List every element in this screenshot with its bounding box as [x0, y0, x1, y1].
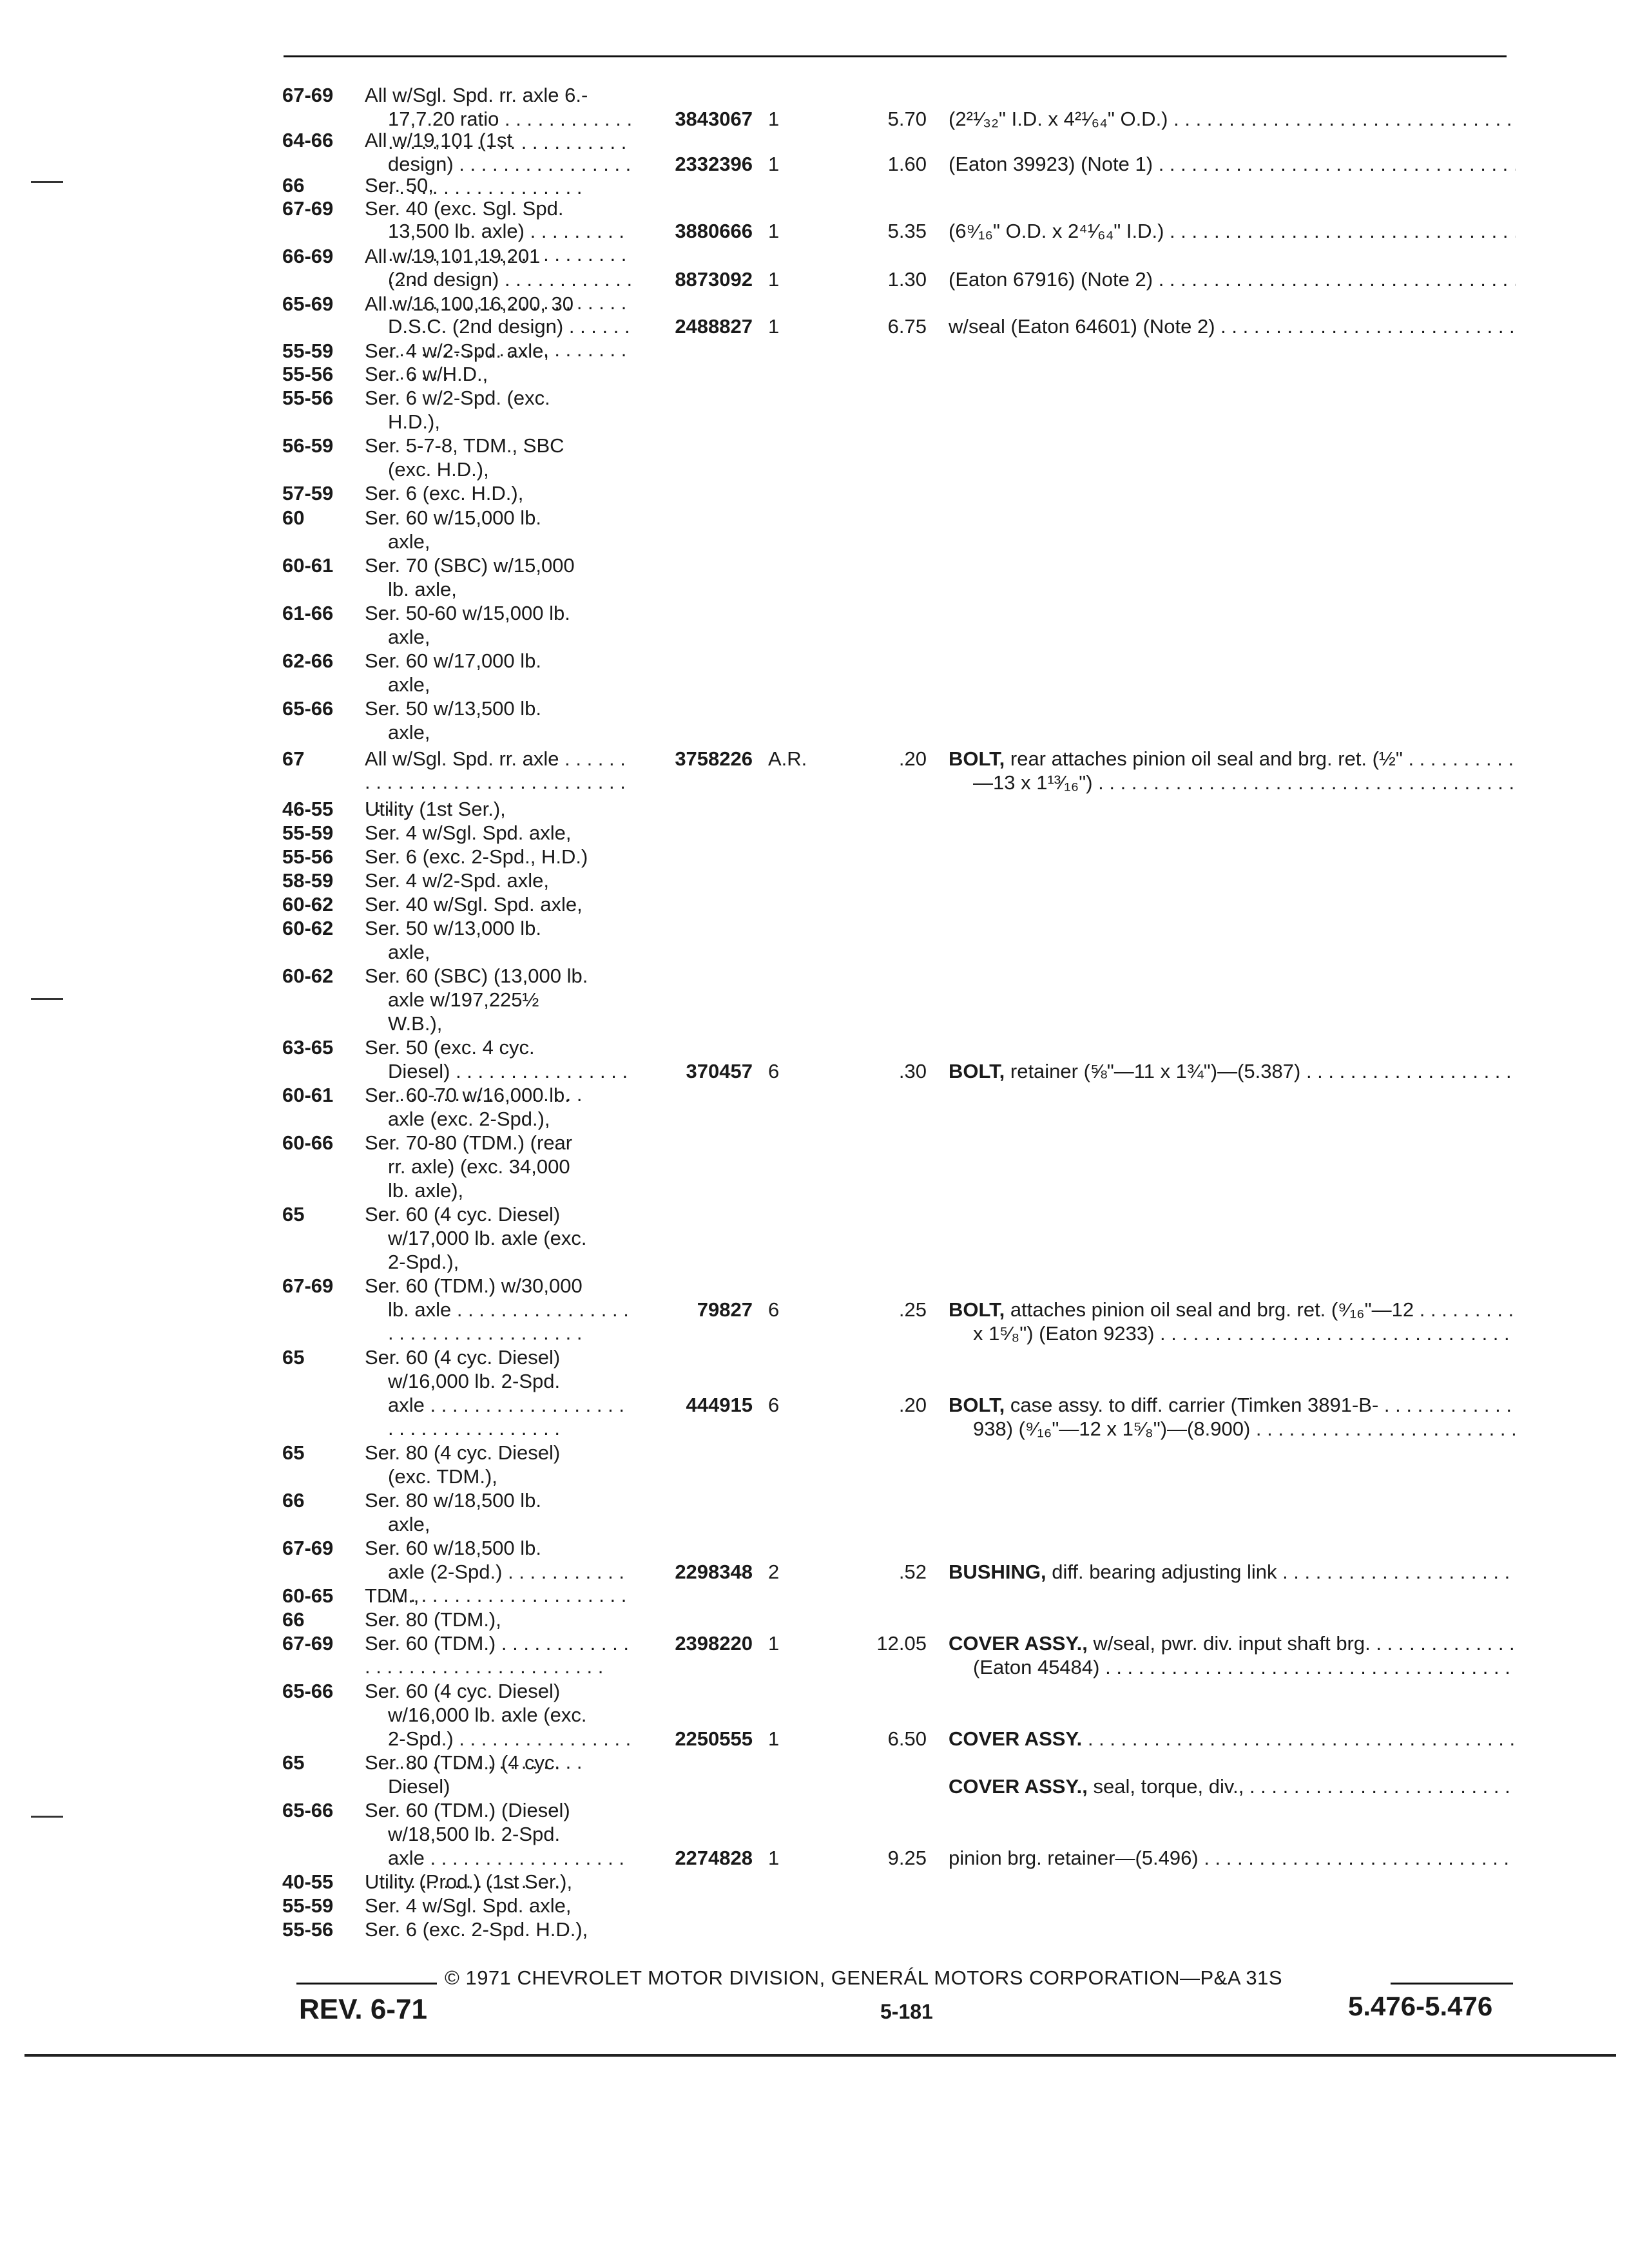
description-text: pinion brg. retainer—(5.496): [949, 1847, 1199, 1869]
description-text: (Eaton 39923) (Note 1): [949, 153, 1153, 175]
model-years: 55-56: [282, 363, 334, 385]
quantity: 6: [768, 1394, 780, 1416]
item-name: BOLT,: [949, 1394, 1005, 1416]
application: Ser. 6 (exc. H.D.),: [365, 482, 524, 505]
model-years: 63-65: [282, 1036, 334, 1059]
model-years: 55-56: [282, 387, 334, 409]
application: axle,: [388, 530, 430, 553]
application: axle (2-Spd.) . . .: [388, 1561, 635, 1630]
description-text: 938) (⁹⁄₁₆"—12 x 1⁵⁄₈")—(8.900): [973, 1418, 1251, 1440]
application: Ser. 4 w/2-Spd. axle,: [365, 869, 550, 892]
application: Ser. 6 (exc. 2-Spd. H.D.),: [365, 1918, 588, 1941]
application: w/17,000 lb. axle (exc.: [388, 1227, 587, 1249]
application: All w/Sgl. Spd. rr. axle 6.-: [365, 84, 588, 106]
quantity: 1: [768, 315, 780, 338]
application: Ser. 80 (TDM.),: [365, 1608, 501, 1631]
description: [973, 1656, 1516, 1679]
application: 13,500 lb. axle) . . .: [388, 220, 635, 289]
footer-copyright: © 1971 CHEVROLET MOTOR DIVISION, GENERÁL MOTORS CORPORATION—P&A 31S: [445, 1966, 1283, 1989]
description: [949, 1847, 1516, 1870]
model-years: 60-62: [282, 893, 334, 916]
model-years: 67-69: [282, 1632, 334, 1655]
model-years: 62-66: [282, 649, 334, 672]
model-years: 65-69: [282, 293, 334, 315]
model-years: 60-61: [282, 554, 334, 577]
application: Ser. 4 w/Sgl. Spd. axle,: [365, 822, 572, 844]
application: Ser. 50-60 w/15,000 lb.: [365, 602, 570, 624]
model-years: 55-56: [282, 845, 334, 868]
description: [949, 153, 1516, 176]
model-years: 61-66: [282, 602, 334, 624]
model-years: 55-59: [282, 1894, 334, 1917]
application: axle,: [388, 626, 430, 648]
part-number: 3758226: [675, 747, 753, 770]
model-years: 65: [282, 1751, 305, 1774]
application: Utility (Prod.) (1st Ser.),: [365, 1870, 573, 1893]
application: (2nd design) . . .: [388, 268, 635, 314]
application: w/16,000 lb. 2-Spd.: [388, 1370, 561, 1392]
description: [949, 1775, 1516, 1798]
part-number: 79827: [697, 1298, 753, 1321]
application: axle (exc. 2-Spd.),: [388, 1108, 550, 1130]
application: rr. axle) (exc. 34,000: [388, 1155, 570, 1178]
quantity: 1: [768, 220, 780, 242]
revision-label: REV. 6-71: [299, 1994, 427, 2025]
quantity: 1: [768, 1847, 780, 1869]
application: 17,7.20 ratio . . .: [388, 108, 635, 154]
application: Ser. 80 w/18,500 lb.: [365, 1489, 542, 1512]
model-years: 66: [282, 1608, 305, 1631]
description: [949, 747, 1516, 771]
application: axle,: [388, 941, 430, 963]
model-years: 67-69: [282, 84, 334, 106]
description-text: —13 x 1¹³⁄₁₆"): [973, 771, 1093, 794]
application: All w/19,101,19,201: [365, 245, 541, 267]
description-text: case assy. to diff. carrier (Timken 3891-B-: [1010, 1394, 1379, 1416]
quantity: 1: [768, 268, 780, 291]
part-number: 2274828: [675, 1847, 753, 1869]
part-number: 8873092: [675, 268, 753, 291]
list-price: 9.25: [887, 1847, 927, 1869]
application: W.B.),: [388, 1012, 443, 1035]
application: Ser. 5-7-8, TDM., SBC: [365, 434, 564, 457]
application: Ser. 60 (SBC) (13,000 lb.: [365, 965, 588, 987]
list-price: .20: [898, 1394, 927, 1416]
item-name: COVER ASSY.: [949, 1727, 1083, 1750]
model-years: 55-59: [282, 340, 334, 362]
model-years: 65-66: [282, 697, 334, 720]
model-years: 67-69: [282, 1537, 334, 1559]
description: [949, 1632, 1516, 1655]
list-price: 5.35: [887, 220, 927, 242]
list-price: 1.30: [887, 268, 927, 291]
application: Ser. 6 w/2-Spd. (exc.: [365, 387, 550, 409]
application: Ser. 60 (TDM.) (Diesel): [365, 1799, 570, 1821]
application: Ser. 60 (TDM.) . . .: [365, 1632, 635, 1678]
application: Ser. 50 w/13,000 lb.: [365, 917, 542, 939]
description: [949, 1060, 1516, 1083]
description-text: w/seal (Eaton 64601) (Note 2): [949, 315, 1215, 338]
application: lb. axle,: [388, 578, 457, 601]
part-number: 2298348: [675, 1561, 753, 1583]
model-years: 66: [282, 174, 305, 197]
application: (exc. H.D.),: [388, 458, 489, 481]
page-number: 5-181: [880, 2000, 933, 2023]
application: Ser. 80 (4 cyc. Diesel): [365, 1441, 561, 1464]
quantity: 6: [768, 1060, 780, 1082]
model-years: 40-55: [282, 1870, 334, 1893]
application: 2-Spd.),: [388, 1251, 459, 1273]
description-text: retainer (⅝"—11 x 1¾")—(5.387): [1010, 1060, 1301, 1082]
quantity: 1: [768, 153, 780, 175]
application: axle,: [388, 721, 430, 744]
application: Ser. 40 w/Sgl. Spd. axle,: [365, 893, 583, 916]
application: Ser. 60 (4 cyc. Diesel): [365, 1203, 561, 1225]
model-years: 65: [282, 1441, 305, 1464]
description-text: (Eaton 45484): [973, 1656, 1100, 1678]
application: lb. axle),: [388, 1179, 464, 1202]
model-years: 60-62: [282, 965, 334, 987]
part-number: 3880666: [675, 220, 753, 242]
model-years: 55-59: [282, 822, 334, 844]
item-name: COVER ASSY.,: [949, 1775, 1088, 1798]
list-price: 5.70: [887, 108, 927, 130]
application: design) . . .: [388, 153, 635, 199]
model-years: 60-66: [282, 1131, 334, 1154]
application: Ser. 6 w/H.D.,: [365, 363, 488, 385]
model-years: 66: [282, 1489, 305, 1512]
list-price: .52: [898, 1561, 927, 1583]
description: [949, 268, 1516, 291]
item-name: BUSHING,: [949, 1561, 1046, 1583]
application: Diesel): [388, 1775, 450, 1798]
application: Ser. 60 w/17,000 lb.: [365, 649, 542, 672]
application: TDM.,: [365, 1584, 419, 1607]
model-years: 65: [282, 1203, 305, 1225]
list-price: .30: [898, 1060, 927, 1082]
part-number: 2488827: [675, 315, 753, 338]
description-text: x 1⁵⁄₈") (Eaton 9233): [973, 1322, 1155, 1345]
quantity: 6: [768, 1298, 780, 1321]
list-price: 12.05: [876, 1632, 927, 1655]
application: Ser. 50 w/13,500 lb.: [365, 697, 542, 720]
model-years: 67-69: [282, 197, 334, 220]
footer-rule-right: [1391, 1983, 1513, 1984]
application: axle w/197,225½: [388, 988, 539, 1011]
description: [949, 1727, 1516, 1751]
model-years: 64-66: [282, 129, 334, 151]
model-years: 65: [282, 1346, 305, 1369]
item-name: COVER ASSY.,: [949, 1632, 1088, 1655]
description-text: (6⁹⁄₁₆" O.D. x 2⁴¹⁄₆₄" I.D.): [949, 220, 1164, 242]
list-price: .25: [898, 1298, 927, 1321]
application: Ser. 50 (exc. 4 cyc.: [365, 1036, 535, 1059]
application: All w/16,100,16,200, 30: [365, 293, 574, 315]
application: All w/Sgl. Spd. rr. axle . . .: [365, 747, 635, 817]
bottom-rule: [24, 2054, 1616, 2057]
quantity: A.R.: [768, 747, 807, 770]
quantity: 2: [768, 1561, 780, 1583]
description-text: seal, torque, div.,: [1093, 1775, 1244, 1798]
description: [973, 1322, 1516, 1345]
application: Ser. 50,: [365, 174, 434, 197]
item-name: BOLT,: [949, 1298, 1005, 1321]
description: [949, 1394, 1516, 1417]
item-name: BOLT,: [949, 747, 1005, 770]
application: 2-Spd.) . . .: [388, 1727, 635, 1774]
description: [949, 220, 1516, 243]
part-number: 2332396: [675, 153, 753, 175]
description: [949, 108, 1516, 131]
application: Ser. 70-80 (TDM.) (rear: [365, 1131, 573, 1154]
quantity: 1: [768, 108, 780, 130]
quantity: 1: [768, 1632, 780, 1655]
description-text: (2²¹⁄₃₂" I.D. x 4²¹⁄₆₄" O.D.): [949, 108, 1168, 130]
list-price: 6.75: [887, 315, 927, 338]
model-years: 67: [282, 747, 305, 770]
model-years: 60: [282, 506, 305, 529]
part-number: 3843067: [675, 108, 753, 130]
description-text: (Eaton 67916) (Note 2): [949, 268, 1153, 291]
application: Ser. 6 (exc. 2-Spd., H.D.): [365, 845, 588, 868]
application: D.S.C. (2nd design) . . .: [388, 315, 635, 385]
model-years: 66-69: [282, 245, 334, 267]
application: axle,: [388, 673, 430, 696]
model-years: 65-66: [282, 1799, 334, 1821]
application: Ser. 60 w/15,000 lb.: [365, 506, 542, 529]
model-years: 56-59: [282, 434, 334, 457]
part-number: 444915: [686, 1394, 753, 1416]
application: Ser. 60 (4 cyc. Diesel): [365, 1346, 561, 1369]
application: Ser. 60 (4 cyc. Diesel): [365, 1680, 561, 1702]
list-price: 1.60: [887, 153, 927, 175]
application: H.D.),: [388, 410, 440, 433]
application: Diesel) . . .: [388, 1060, 635, 1106]
application: lb. axle . . .: [388, 1298, 635, 1345]
application: All w/19,101 (1st: [365, 129, 513, 151]
application: axle,: [388, 1513, 430, 1535]
model-years: 60-65: [282, 1584, 334, 1607]
description: [949, 1561, 1516, 1584]
description-text: w/seal, pwr. div. input shaft brg.: [1093, 1632, 1371, 1655]
quantity: 1: [768, 1727, 780, 1750]
description: [949, 315, 1516, 338]
application: w/16,000 lb. axle (exc.: [388, 1704, 587, 1726]
part-number: 2398220: [675, 1632, 753, 1655]
item-name: BOLT,: [949, 1060, 1005, 1082]
application: Ser. 4 w/2-Spd. axle,: [365, 340, 550, 362]
application: axle . . .: [388, 1394, 635, 1440]
part-number: 370457: [686, 1060, 753, 1082]
application: axle . . .: [388, 1847, 635, 1893]
description-text: attaches pinion oil seal and brg. ret. (⁹⁄₁₆"—12: [1010, 1298, 1414, 1321]
description-text: diff. bearing adjusting link: [1052, 1561, 1277, 1583]
group-number: 5.476-5.476: [1348, 1991, 1493, 2021]
application: Ser. 60-70 w/16,000 lb.: [365, 1084, 570, 1106]
application: Ser. 60 w/18,500 lb.: [365, 1537, 542, 1559]
application: (exc. TDM.),: [388, 1465, 497, 1488]
part-number: 2250555: [675, 1727, 753, 1750]
model-years: 58-59: [282, 869, 334, 892]
model-years: 67-69: [282, 1274, 334, 1297]
model-years: 60-61: [282, 1084, 334, 1106]
list-price: 6.50: [887, 1727, 927, 1750]
description-text: rear attaches pinion oil seal and brg. ret. (½": [1010, 747, 1403, 770]
model-years: 55-56: [282, 1918, 334, 1941]
model-years: 65-66: [282, 1680, 334, 1702]
list-price: .20: [898, 747, 927, 770]
application: Ser. 4 w/Sgl. Spd. axle,: [365, 1894, 572, 1917]
application: Utility (1st Ser.),: [365, 798, 506, 820]
description: [973, 1418, 1516, 1441]
model-years: 46-55: [282, 798, 334, 820]
application: Ser. 40 (exc. Sgl. Spd.: [365, 197, 564, 220]
application: Ser. 70 (SBC) w/15,000: [365, 554, 575, 577]
footer-rule-left: [296, 1983, 437, 1984]
model-years: 60-62: [282, 917, 334, 939]
description: [973, 771, 1516, 794]
application: Ser. 80 (TDM.) (4 cyc.: [365, 1751, 561, 1774]
application: Ser. 60 (TDM.) w/30,000: [365, 1274, 583, 1297]
application: w/18,500 lb. 2-Spd.: [388, 1823, 561, 1845]
description: [949, 1298, 1516, 1321]
model-years: 57-59: [282, 482, 334, 505]
